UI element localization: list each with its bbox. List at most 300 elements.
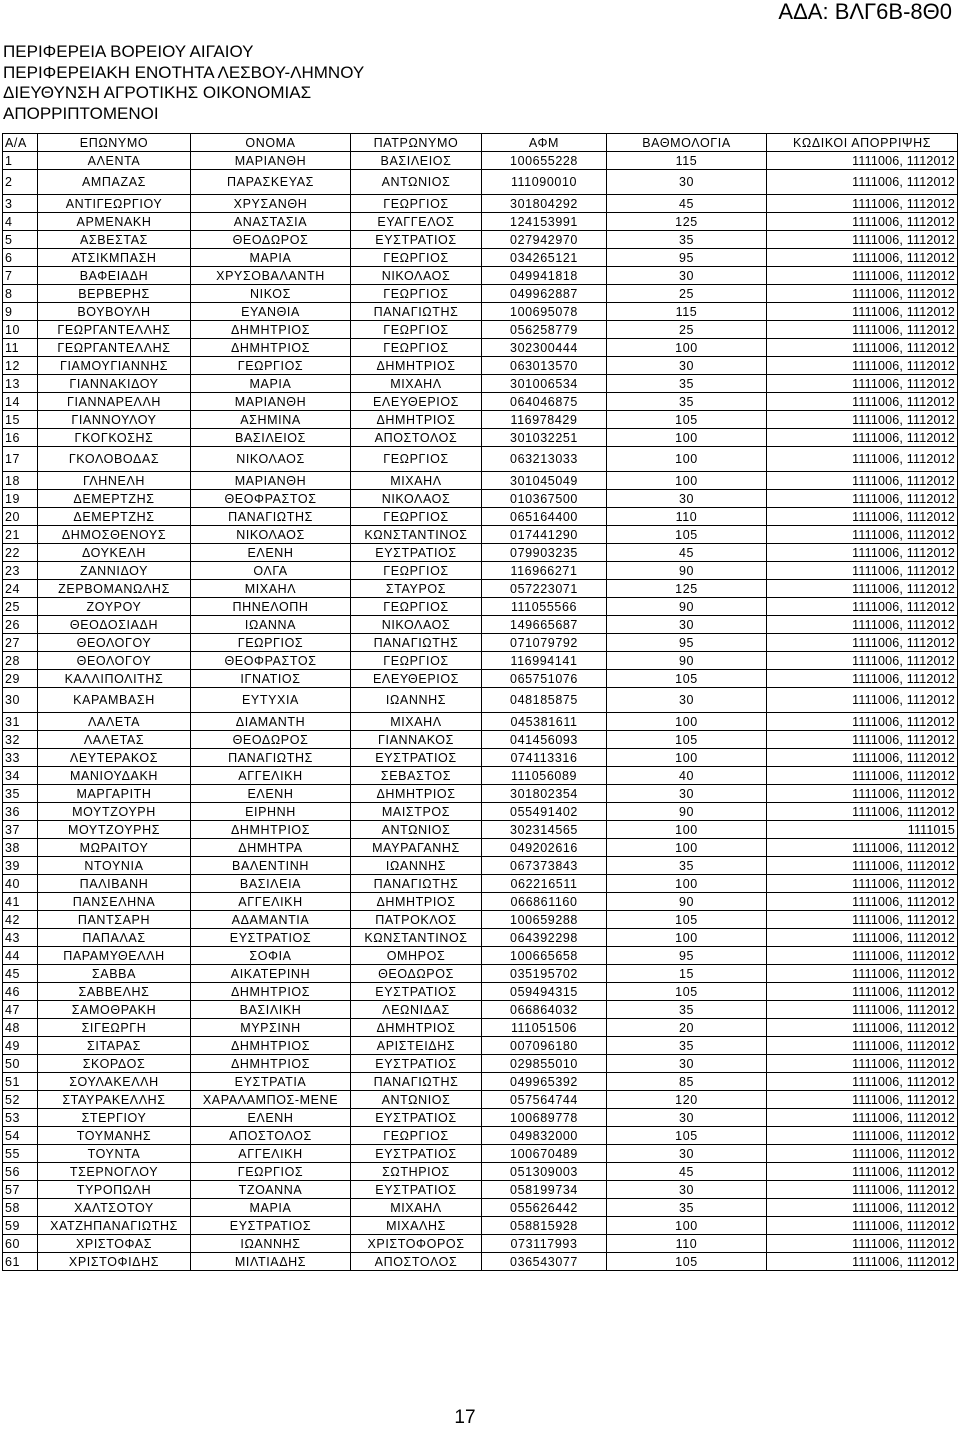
first-name-cell: ΘΕΟΦΡΑΣΤΟΣ: [191, 652, 351, 670]
score-cell: 30: [607, 267, 767, 285]
rejection-codes-cell: 1111006, 1112012: [767, 1073, 958, 1091]
score-cell: 45: [607, 1163, 767, 1181]
surname-cell: ΑΜΠΑΖΑΣ: [38, 170, 191, 195]
row-number: 49: [3, 1037, 38, 1055]
table-row: [3, 983, 958, 1001]
surname-cell: ΠΑΠΑΛΑΣ: [38, 929, 191, 947]
score-cell: 90: [607, 598, 767, 616]
first-name-cell: ΙΩΑΝΝΑ: [191, 616, 351, 634]
father-name-cell: ΚΩΝΣΤΑΝΤΙΝΟΣ: [351, 526, 482, 544]
afm-cell: 100655228: [482, 152, 607, 170]
rejection-codes-cell: 1111006, 1112012: [767, 195, 958, 213]
surname-cell: ΣΚΟΡΔΟΣ: [38, 1055, 191, 1073]
rejection-codes-cell: 1111006, 1112012: [767, 1181, 958, 1199]
header-region: ΠΕΡΙΦΕΡΕΙΑ ΒΟΡΕΙΟΥ ΑΙΓΑΙΟΥ: [3, 42, 254, 61]
rejection-codes-cell: 1111006, 1112012: [767, 598, 958, 616]
table-row: [3, 767, 958, 785]
row-number: 55: [3, 1145, 38, 1163]
row-number: 32: [3, 731, 38, 749]
score-cell: 30: [607, 490, 767, 508]
surname-cell: ΑΛΕΝΤΑ: [38, 152, 191, 170]
score-cell: 125: [607, 213, 767, 231]
father-name-cell: ΕΥΣΤΡΑΤΙΟΣ: [351, 1145, 482, 1163]
table-row: [3, 821, 958, 839]
table-row: [3, 339, 958, 357]
rejection-codes-cell: 1111006, 1112012: [767, 1001, 958, 1019]
score-cell: 125: [607, 580, 767, 598]
father-name-cell: ΟΜΗΡΟΣ: [351, 947, 482, 965]
row-number: 5: [3, 231, 38, 249]
father-name-cell: ΕΥΑΓΓΕΛΟΣ: [351, 213, 482, 231]
afm-cell: 045381611: [482, 713, 607, 731]
rejection-codes-cell: 1111006, 1112012: [767, 285, 958, 303]
score-cell: 30: [607, 1181, 767, 1199]
first-name-cell: ΜΙΧΑΗΛ: [191, 580, 351, 598]
table-row: [3, 749, 958, 767]
afm-cell: 055626442: [482, 1199, 607, 1217]
surname-cell: ΣΤΕΡΓΙΟΥ: [38, 1109, 191, 1127]
surname-cell: ΜΑΡΓΑΡΙΤΗ: [38, 785, 191, 803]
father-name-cell: ΜΙΧΑΗΛ: [351, 375, 482, 393]
table-row: [3, 634, 958, 652]
score-cell: 30: [607, 1055, 767, 1073]
row-number: 9: [3, 303, 38, 321]
first-name-cell: ΝΙΚΟΛΑΟΣ: [191, 447, 351, 472]
first-name-cell: ΝΙΚΟΣ: [191, 285, 351, 303]
row-number: 60: [3, 1235, 38, 1253]
table-row: [3, 670, 958, 688]
rejection-codes-cell: 1111006, 1112012: [767, 170, 958, 195]
row-number: 45: [3, 965, 38, 983]
rejection-codes-cell: 1111006, 1112012: [767, 357, 958, 375]
afm-cell: 064392298: [482, 929, 607, 947]
surname-cell: ΓΕΩΡΓΑΝΤΕΛΛΗΣ: [38, 339, 191, 357]
first-name-cell: ΕΛΕΝΗ: [191, 544, 351, 562]
table-row: [3, 267, 958, 285]
father-name-cell: ΑΝΤΩΝΙΟΣ: [351, 1091, 482, 1109]
table-row: [3, 490, 958, 508]
table-row: [3, 1199, 958, 1217]
first-name-cell: ΑΓΓΕΛΙΚΗ: [191, 1145, 351, 1163]
father-name-cell: ΓΕΩΡΓΙΟΣ: [351, 285, 482, 303]
score-cell: 115: [607, 303, 767, 321]
rejection-codes-cell: 1111006, 1112012: [767, 731, 958, 749]
father-name-cell: ΕΛΕΥΘΕΡΙΟΣ: [351, 393, 482, 411]
surname-cell: ΛΑΛΕΤΑΣ: [38, 731, 191, 749]
table-row: [3, 839, 958, 857]
table-row: [3, 803, 958, 821]
surname-cell: ΓΕΩΡΓΑΝΤΕΛΛΗΣ: [38, 321, 191, 339]
rejection-codes-cell: 1111015: [767, 821, 958, 839]
afm-cell: 049832000: [482, 1127, 607, 1145]
first-name-cell: ΜΙΛΤΙΑΔΗΣ: [191, 1253, 351, 1271]
first-name-cell: ΑΙΚΑΤΕΡΙΝΗ: [191, 965, 351, 983]
first-name-cell: ΑΠΟΣΤΟΛΟΣ: [191, 1127, 351, 1145]
first-name-cell: ΒΑΣΙΛΕΙΑ: [191, 875, 351, 893]
score-cell: 100: [607, 929, 767, 947]
rejection-codes-cell: 1111006, 1112012: [767, 1253, 958, 1271]
score-cell: 45: [607, 544, 767, 562]
father-name-cell: ΜΑΥΡΑΓΑΝΗΣ: [351, 839, 482, 857]
first-name-cell: ΒΑΣΙΛΕΙΟΣ: [191, 429, 351, 447]
table-row: [3, 1127, 958, 1145]
row-number: 25: [3, 598, 38, 616]
score-cell: 110: [607, 1235, 767, 1253]
first-name-cell: ΔΗΜΗΤΡΙΟΣ: [191, 1055, 351, 1073]
row-number: 44: [3, 947, 38, 965]
score-cell: 30: [607, 357, 767, 375]
ada-code: ΑΔΑ: ΒΛΓ6Β-8Θ0: [778, 0, 952, 24]
row-number: 6: [3, 249, 38, 267]
father-name-cell: ΕΥΣΤΡΑΤΙΟΣ: [351, 1181, 482, 1199]
row-number: 36: [3, 803, 38, 821]
table-row: [3, 526, 958, 544]
rejection-codes-cell: 1111006, 1112012: [767, 839, 958, 857]
score-cell: 110: [607, 508, 767, 526]
father-name-cell: ΔΗΜΗΤΡΙΟΣ: [351, 1019, 482, 1037]
score-cell: 45: [607, 195, 767, 213]
surname-cell: ΣΙΤΑΡΑΣ: [38, 1037, 191, 1055]
row-number: 24: [3, 580, 38, 598]
father-name-cell: ΕΥΣΤΡΑΤΙΟΣ: [351, 231, 482, 249]
rejection-codes-cell: 1111006, 1112012: [767, 490, 958, 508]
row-number: 19: [3, 490, 38, 508]
afm-cell: 017441290: [482, 526, 607, 544]
row-number: 8: [3, 285, 38, 303]
first-name-cell: ΔΗΜΗΤΡΙΟΣ: [191, 321, 351, 339]
row-number: 10: [3, 321, 38, 339]
surname-cell: ΔΕΜΕΡΤΖΗΣ: [38, 490, 191, 508]
score-cell: 100: [607, 839, 767, 857]
father-name-cell: ΣΕΒΑΣΤΟΣ: [351, 767, 482, 785]
column-header-aa: Α/Α: [3, 134, 38, 152]
score-cell: 100: [607, 1217, 767, 1235]
table-row: [3, 688, 958, 713]
rejection-codes-cell: 1111006, 1112012: [767, 447, 958, 472]
rejection-codes-cell: 1111006, 1112012: [767, 1055, 958, 1073]
surname-cell: ΠΑΛΙΒΑΝΗ: [38, 875, 191, 893]
row-number: 56: [3, 1163, 38, 1181]
surname-cell: ΠΑΡΑΜΥΘΕΛΛΗ: [38, 947, 191, 965]
first-name-cell: ΘΕΟΔΩΡΟΣ: [191, 231, 351, 249]
table-row: [3, 1037, 958, 1055]
score-cell: 25: [607, 321, 767, 339]
rejection-codes-cell: 1111006, 1112012: [767, 803, 958, 821]
score-cell: 25: [607, 285, 767, 303]
rejection-codes-cell: 1111006, 1112012: [767, 616, 958, 634]
surname-cell: ΖΟΥΡΟΥ: [38, 598, 191, 616]
afm-cell: 111090010: [482, 170, 607, 195]
table-row: [3, 1019, 958, 1037]
row-number: 15: [3, 411, 38, 429]
table-row: [3, 1163, 958, 1181]
afm-cell: 007096180: [482, 1037, 607, 1055]
first-name-cell: ΠΑΝΑΓΙΩΤΗΣ: [191, 508, 351, 526]
father-name-cell: ΓΕΩΡΓΙΟΣ: [351, 562, 482, 580]
surname-cell: ΝΤΟΥΝΙΑ: [38, 857, 191, 875]
first-name-cell: ΕΥΣΤΡΑΤΙΟΣ: [191, 929, 351, 947]
first-name-cell: ΠΑΡΑΣΚΕΥΑΣ: [191, 170, 351, 195]
rejection-codes-cell: 1111006, 1112012: [767, 983, 958, 1001]
surname-cell: ΣΑΜΟΘΡΑΚΗ: [38, 1001, 191, 1019]
father-name-cell: ΔΗΜΗΤΡΙΟΣ: [351, 785, 482, 803]
afm-cell: 111051506: [482, 1019, 607, 1037]
first-name-cell: ΑΣΗΜΙΝΑ: [191, 411, 351, 429]
score-cell: 90: [607, 893, 767, 911]
afm-cell: 067373843: [482, 857, 607, 875]
surname-cell: ΣΙΓΕΩΡΓΗ: [38, 1019, 191, 1037]
first-name-cell: ΑΓΓΕΛΙΚΗ: [191, 893, 351, 911]
father-name-cell: ΑΠΟΣΤΟΛΟΣ: [351, 429, 482, 447]
first-name-cell: ΟΛΓΑ: [191, 562, 351, 580]
rejection-codes-cell: 1111006, 1112012: [767, 1199, 958, 1217]
afm-cell: 034265121: [482, 249, 607, 267]
father-name-cell: ΕΥΣΤΡΑΤΙΟΣ: [351, 983, 482, 1001]
score-cell: 35: [607, 1037, 767, 1055]
row-number: 4: [3, 213, 38, 231]
afm-cell: 301032251: [482, 429, 607, 447]
surname-cell: ΔΗΜΟΣΘΕΝΟΥΣ: [38, 526, 191, 544]
afm-cell: 116978429: [482, 411, 607, 429]
score-cell: 30: [607, 1145, 767, 1163]
row-number: 35: [3, 785, 38, 803]
table-row: [3, 213, 958, 231]
afm-cell: 041456093: [482, 731, 607, 749]
rejection-codes-cell: 1111006, 1112012: [767, 411, 958, 429]
father-name-cell: ΙΩΑΝΝΗΣ: [351, 857, 482, 875]
score-cell: 35: [607, 231, 767, 249]
father-name-cell: ΜΙΧΑΗΛ: [351, 713, 482, 731]
table-row: [3, 652, 958, 670]
first-name-cell: ΧΡΥΣΑΝΘΗ: [191, 195, 351, 213]
row-number: 40: [3, 875, 38, 893]
father-name-cell: ΓΕΩΡΓΙΟΣ: [351, 249, 482, 267]
table-row: [3, 393, 958, 411]
first-name-cell: ΜΑΡΙΑ: [191, 375, 351, 393]
rejection-codes-cell: 1111006, 1112012: [767, 231, 958, 249]
rejection-codes-cell: 1111006, 1112012: [767, 1217, 958, 1235]
rejection-codes-cell: 1111006, 1112012: [767, 965, 958, 983]
rejection-codes-cell: 1111006, 1112012: [767, 1127, 958, 1145]
afm-cell: 065751076: [482, 670, 607, 688]
first-name-cell: ΜΑΡΙΑΝΘΗ: [191, 152, 351, 170]
table-row: [3, 785, 958, 803]
first-name-cell: ΣΟΦΙΑ: [191, 947, 351, 965]
father-name-cell: ΓΕΩΡΓΙΟΣ: [351, 195, 482, 213]
afm-cell: 100659288: [482, 911, 607, 929]
father-name-cell: ΓΕΩΡΓΙΟΣ: [351, 652, 482, 670]
father-name-cell: ΣΩΤΗΡΙΟΣ: [351, 1163, 482, 1181]
table-row: [3, 947, 958, 965]
rejection-codes-cell: 1111006, 1112012: [767, 580, 958, 598]
column-header-surname: ΕΠΩΝΥΜΟ: [38, 134, 191, 152]
row-number: 42: [3, 911, 38, 929]
score-cell: 105: [607, 911, 767, 929]
column-header-father-name: ΠΑΤΡΩΝΥΜΟ: [351, 134, 482, 152]
first-name-cell: ΙΓΝΑΤΙΟΣ: [191, 670, 351, 688]
father-name-cell: ΙΩΑΝΝΗΣ: [351, 688, 482, 713]
row-number: 61: [3, 1253, 38, 1271]
row-number: 16: [3, 429, 38, 447]
rejection-codes-cell: 1111006, 1112012: [767, 152, 958, 170]
rejection-codes-cell: 1111006, 1112012: [767, 1235, 958, 1253]
first-name-cell: ΔΙΑΜΑΝΤΗ: [191, 713, 351, 731]
surname-cell: ΤΟΥΝΤΑ: [38, 1145, 191, 1163]
row-number: 20: [3, 508, 38, 526]
table-row: [3, 411, 958, 429]
score-cell: 100: [607, 713, 767, 731]
father-name-cell: ΕΥΣΤΡΑΤΙΟΣ: [351, 749, 482, 767]
first-name-cell: ΓΕΩΡΓΙΟΣ: [191, 357, 351, 375]
table-row: [3, 857, 958, 875]
score-cell: 35: [607, 1199, 767, 1217]
score-cell: 100: [607, 821, 767, 839]
surname-cell: ΤΥΡΟΠΩΛΗ: [38, 1181, 191, 1199]
rejection-codes-cell: 1111006, 1112012: [767, 267, 958, 285]
afm-cell: 100665658: [482, 947, 607, 965]
row-number: 26: [3, 616, 38, 634]
afm-cell: 116966271: [482, 562, 607, 580]
table-row: [3, 731, 958, 749]
father-name-cell: ΕΛΕΥΘΕΡΙΟΣ: [351, 670, 482, 688]
header-regional-unit: ΠΕΡΙΦΕΡΕΙΑΚΗ ΕΝΟΤΗΤΑ ΛΕΣΒΟΥ-ΛΗΜΝΟΥ: [3, 62, 365, 82]
rejection-codes-cell: 1111006, 1112012: [767, 767, 958, 785]
table-row: [3, 713, 958, 731]
row-number: 47: [3, 1001, 38, 1019]
afm-cell: 056258779: [482, 321, 607, 339]
father-name-cell: ΜΙΧΑΗΛ: [351, 472, 482, 490]
afm-cell: 062216511: [482, 875, 607, 893]
rejection-codes-cell: 1111006, 1112012: [767, 713, 958, 731]
document-header: [3, 42, 364, 124]
rejection-codes-cell: 1111006, 1112012: [767, 911, 958, 929]
table-row: [3, 1073, 958, 1091]
surname-cell: ΔΕΜΕΡΤΖΗΣ: [38, 508, 191, 526]
row-number: 43: [3, 929, 38, 947]
afm-cell: 027942970: [482, 231, 607, 249]
row-number: 39: [3, 857, 38, 875]
row-number: 46: [3, 983, 38, 1001]
rejection-codes-cell: 1111006, 1112012: [767, 893, 958, 911]
first-name-cell: ΠΗΝΕΛΟΠΗ: [191, 598, 351, 616]
father-name-cell: ΒΑΣΙΛΕΙΟΣ: [351, 152, 482, 170]
rejection-codes-cell: 1111006, 1112012: [767, 393, 958, 411]
score-cell: 30: [607, 170, 767, 195]
table-row: [3, 911, 958, 929]
table-row: [3, 1091, 958, 1109]
afm-cell: 049962887: [482, 285, 607, 303]
score-cell: 95: [607, 249, 767, 267]
first-name-cell: ΜΑΡΙΑ: [191, 249, 351, 267]
afm-cell: 063013570: [482, 357, 607, 375]
row-number: 50: [3, 1055, 38, 1073]
rejection-codes-cell: 1111006, 1112012: [767, 339, 958, 357]
score-cell: 100: [607, 429, 767, 447]
table-row: [3, 1181, 958, 1199]
rejection-codes-cell: 1111006, 1112012: [767, 562, 958, 580]
first-name-cell: ΤΖΟΑΝΝΑ: [191, 1181, 351, 1199]
first-name-cell: ΕΛΕΝΗ: [191, 785, 351, 803]
father-name-cell: ΔΗΜΗΤΡΙΟΣ: [351, 411, 482, 429]
surname-cell: ΜΩΡΑΙΤΟΥ: [38, 839, 191, 857]
surname-cell: ΧΡΙΣΤΟΦΙΔΗΣ: [38, 1253, 191, 1271]
afm-cell: 058815928: [482, 1217, 607, 1235]
rejection-codes-cell: 1111006, 1112012: [767, 213, 958, 231]
first-name-cell: ΔΗΜΗΤΡΙΟΣ: [191, 339, 351, 357]
row-number: 14: [3, 393, 38, 411]
row-number: 11: [3, 339, 38, 357]
row-number: 29: [3, 670, 38, 688]
row-number: 51: [3, 1073, 38, 1091]
afm-cell: 049965392: [482, 1073, 607, 1091]
rejection-codes-cell: 1111006, 1112012: [767, 321, 958, 339]
afm-cell: 036543077: [482, 1253, 607, 1271]
afm-cell: 116994141: [482, 652, 607, 670]
afm-cell: 073117993: [482, 1235, 607, 1253]
father-name-cell: ΑΝΤΩΝΙΟΣ: [351, 170, 482, 195]
father-name-cell: ΠΑΝΑΓΙΩΤΗΣ: [351, 875, 482, 893]
surname-cell: ΤΟΥΜΑΝΗΣ: [38, 1127, 191, 1145]
score-cell: 90: [607, 562, 767, 580]
afm-cell: 055491402: [482, 803, 607, 821]
afm-cell: 010367500: [482, 490, 607, 508]
afm-cell: 049202616: [482, 839, 607, 857]
surname-cell: ΒΑΦΕΙΑΔΗ: [38, 267, 191, 285]
afm-cell: 301006534: [482, 375, 607, 393]
score-cell: 105: [607, 1127, 767, 1145]
row-number: 1: [3, 152, 38, 170]
table-row: [3, 375, 958, 393]
score-cell: 35: [607, 857, 767, 875]
row-number: 18: [3, 472, 38, 490]
afm-cell: 111055566: [482, 598, 607, 616]
score-cell: 30: [607, 785, 767, 803]
score-cell: 95: [607, 947, 767, 965]
first-name-cell: ΑΔΑΜΑΝΤΙΑ: [191, 911, 351, 929]
table-row: [3, 249, 958, 267]
column-header-first-name: ΟΝΟΜΑ: [191, 134, 351, 152]
father-name-cell: ΑΝΤΩΝΙΟΣ: [351, 821, 482, 839]
surname-cell: ΘΕΟΔΟΣΙΑΔΗ: [38, 616, 191, 634]
afm-cell: 079903235: [482, 544, 607, 562]
surname-cell: ΣΟΥΛΑΚΕΛΛΗ: [38, 1073, 191, 1091]
table-row: [3, 303, 958, 321]
surname-cell: ΑΡΜΕΝΑΚΗ: [38, 213, 191, 231]
row-number: 31: [3, 713, 38, 731]
surname-cell: ΓΙΑΜΟΥΓΙΑΝΝΗΣ: [38, 357, 191, 375]
surname-cell: ΚΑΡΑΜΒΑΣΗ: [38, 688, 191, 713]
table-row: [3, 1109, 958, 1127]
score-cell: 105: [607, 731, 767, 749]
row-number: 38: [3, 839, 38, 857]
score-cell: 35: [607, 375, 767, 393]
table-header-row: [3, 134, 958, 152]
row-number: 58: [3, 1199, 38, 1217]
surname-cell: ΜΟΥΤΖΟΥΡΗ: [38, 803, 191, 821]
first-name-cell: ΝΙΚΟΛΑΟΣ: [191, 526, 351, 544]
afm-cell: 301802354: [482, 785, 607, 803]
surname-cell: ΠΑΝΤΣΑΡΗ: [38, 911, 191, 929]
column-header-score: ΒΑΘΜΟΛΟΓΙΑ: [607, 134, 767, 152]
row-number: 48: [3, 1019, 38, 1037]
afm-cell: 057564744: [482, 1091, 607, 1109]
rejection-codes-cell: 1111006, 1112012: [767, 857, 958, 875]
afm-cell: 035195702: [482, 965, 607, 983]
score-cell: 105: [607, 411, 767, 429]
rejection-codes-cell: 1111006, 1112012: [767, 1037, 958, 1055]
rejection-codes-cell: 1111006, 1112012: [767, 634, 958, 652]
surname-cell: ΓΙΑΝΝΑΚΙΔΟΥ: [38, 375, 191, 393]
